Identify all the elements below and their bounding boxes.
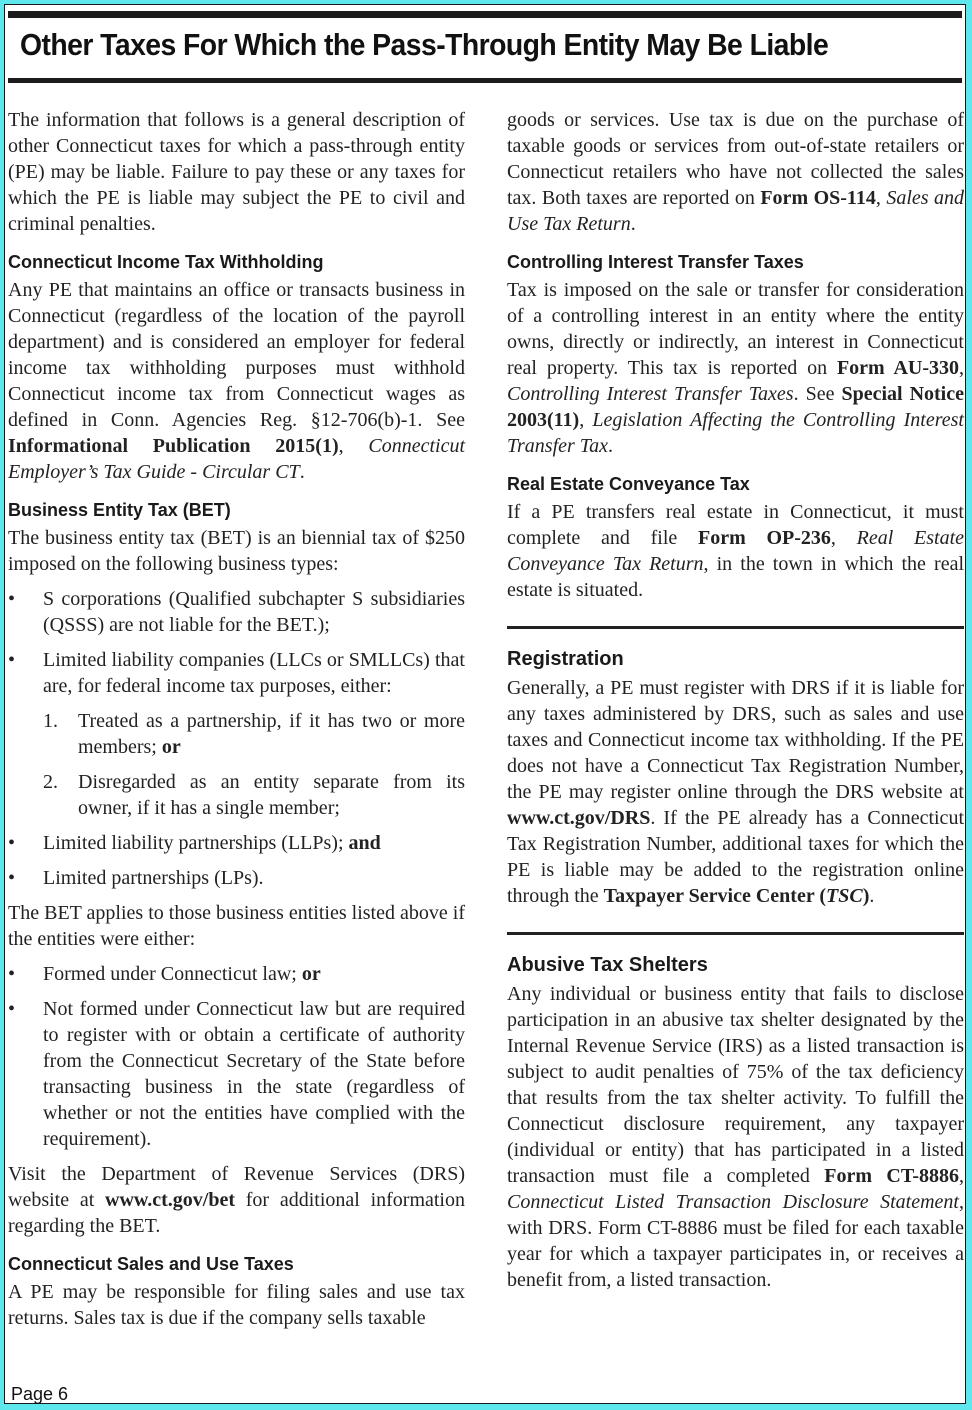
document-page [4,4,966,1404]
bet-website-link[interactable]: www.ct.gov/bet [105,1189,236,1211]
bet-intro: The business entity tax (BET) is an biennial tax of $250 imposed on the following business types: [8,527,465,575]
publication-title: Connecticut Employer’s Tax Guide - Circular CT [8,435,465,483]
heading-real-estate-conveyance: Real Estate Conveyance Tax [507,474,750,494]
publication-reference: Informational Publication 2015(1) [8,435,339,457]
heading-withholding: Connecticut Income Tax Withholding [8,252,324,272]
list-item: • S corporations (Qualified subchapter S subsidiaries (QSSS) are not liable for the BET.); [8,588,465,636]
conveyance-paragraph: If a PE transfers real estate in Connecticut, it must complete and file Form OP-236, Real Estate Conveyance Tax Return, in the town in which the real estate is situated. [507,501,965,601]
drs-website-link[interactable]: www.ct.gov/DRS [507,807,651,829]
section-divider [507,626,964,629]
heading-registration: Registration [507,648,624,670]
bet-applies-paragraph: The BET applies to those business entities listed above if the entities were either: [8,902,465,950]
taxpayer-service-center: Taxpayer Service Center (TSC) [603,885,870,907]
withholding-paragraph: Any PE that maintains an office or transacts business in Connecticut (regardless of the location of the payroll department) and is considered an employer for federal income tax withholding purposes must withhold Connecticut income tax from Connecticut wages as defined in Conn. Agencies Reg. §12-706(b)-1. See Informational Publication 2015(1), Connecticut Employer’s Tax Guide - Circular CT. [8,279,465,483]
section-divider [507,932,964,935]
controlling-paragraph: Tax is imposed on the sale or transfer for consideration of a controlling interest in an entity where the entity owns, directly or indirectly, an interest in Connecticut real property. This tax is reported on Form AU-330, Controlling Interest Transfer Taxes. See Special Notice 2003(11), Legislation Affecting the Controlling Interest Transfer Tax. [507,279,964,457]
bullet-icon: • [8,588,16,610]
registration-paragraph: Generally, a PE must register with DRS if it is liable for any taxes administered by DRS, such as sales and use taxes and Connecticut income tax withholding. If the PE does not have a Connecticut Tax Registration Number, the PE may register online through the DRS website at www.ct.gov/DRS. If the PE already has a Connecticut Tax Registration Number, additional taxes for which the PE is liable may be added to the registration online through the Taxpayer Service Center (TSC). [507,677,964,907]
bullet-icon: • [8,832,16,854]
bet-types-list [8,586,465,891]
bullet-icon: • [8,649,16,671]
bullet-icon: • [8,867,16,889]
list-item: • Limited liability companies (LLCs or SMLLCs) that are, for federal income tax purposes, either: 1. Treated as a partnership, if it has two or more members; or 2. Disregarded as an entity separate from its owner, if it has a single member; [8,649,465,819]
bet-conditions-list [8,961,465,1152]
llc-options-list [43,708,465,821]
list-item: • Not formed under Connecticut law but are required to register with or obtain a certificate of authority from the Connecticut Secretary of the State before transacting business in the state (regardless of whether or not the entities have complied with the requirement). [8,998,465,1150]
heading-sales-use: Connecticut Sales and Use Taxes [8,1254,294,1274]
list-item: • Limited partnerships (LPs). [8,867,264,889]
title-rule-top [8,11,962,18]
list-item: 1. Treated as a partnership, if it has two or more members; or [43,710,465,758]
list-item: • Formed under Connecticut law; or [8,963,321,985]
heading-controlling-interest: Controlling Interest Transfer Taxes [507,252,804,272]
heading-bet: Business Entity Tax (BET) [8,500,231,520]
sales-paragraph-continued: goods or services. Use tax is due on the purchase of taxable goods or services from out-of-state retailers or Connecticut retailers who have not collected the sales tax. Both taxes are reported on Form OS-114, Sales and Use Tax Return. [507,109,965,235]
form-os-114: Form OS-114 [760,187,876,209]
bet-visit-paragraph: Visit the Department of Revenue Services (DRS) website at www.ct.gov/bet for additional information regarding the BET. [8,1163,465,1237]
sales-paragraph-start: A PE may be responsible for filing sales and use tax returns. Sales tax is due if the company sells taxable [8,1281,465,1329]
shelters-paragraph: Any individual or business entity that fails to disclose participation in an abusive tax shelter designated by the Internal Revenue Service (IRS) as a listed transaction is subject to audit penalties of 75% of the tax deficiency that results from the tax shelter activity. To fulfill the Connecticut disclosure requirement, any taxpayer (individual or entity) that has participated in a listed transaction must file a completed Form CT-8886, Connecticut Listed Transaction Disclosure Statement, with DRS. Form CT-8886 must be filed for each taxable year for which a taxpayer participates in, or receives a benefit from, a listed transaction. [507,983,964,1291]
left-column [8,107,465,1331]
form-ct-8886: Form CT-8886 [824,1165,959,1187]
special-notice-reference: Special Notice 2003(11) [507,383,964,431]
list-item: • Limited liability partnerships (LLPs); and [8,832,381,854]
right-column [507,107,964,1293]
title-rule-bottom [8,78,962,83]
page-number: Page 6 [11,1384,69,1404]
form-au-330: Form AU-330 [836,357,959,379]
intro-paragraph: The information that follows is a general description of other Connecticut taxes for which a pass-through entity (PE) may be liable. Failure to pay these or any taxes for which the PE is liable may subject the PE to civil and criminal penalties. [8,109,465,235]
list-item: 2. Disregarded as an entity separate from its owner, if it has a single member; [43,771,465,819]
bullet-icon: • [8,998,16,1020]
page-title: Other Taxes For Which the Pass-Through Entity May Be Liable [20,28,829,62]
form-op-236: Form OP-236 [698,527,831,549]
heading-abusive-tax-shelters: Abusive Tax Shelters [507,954,708,976]
bullet-icon: • [8,963,16,985]
